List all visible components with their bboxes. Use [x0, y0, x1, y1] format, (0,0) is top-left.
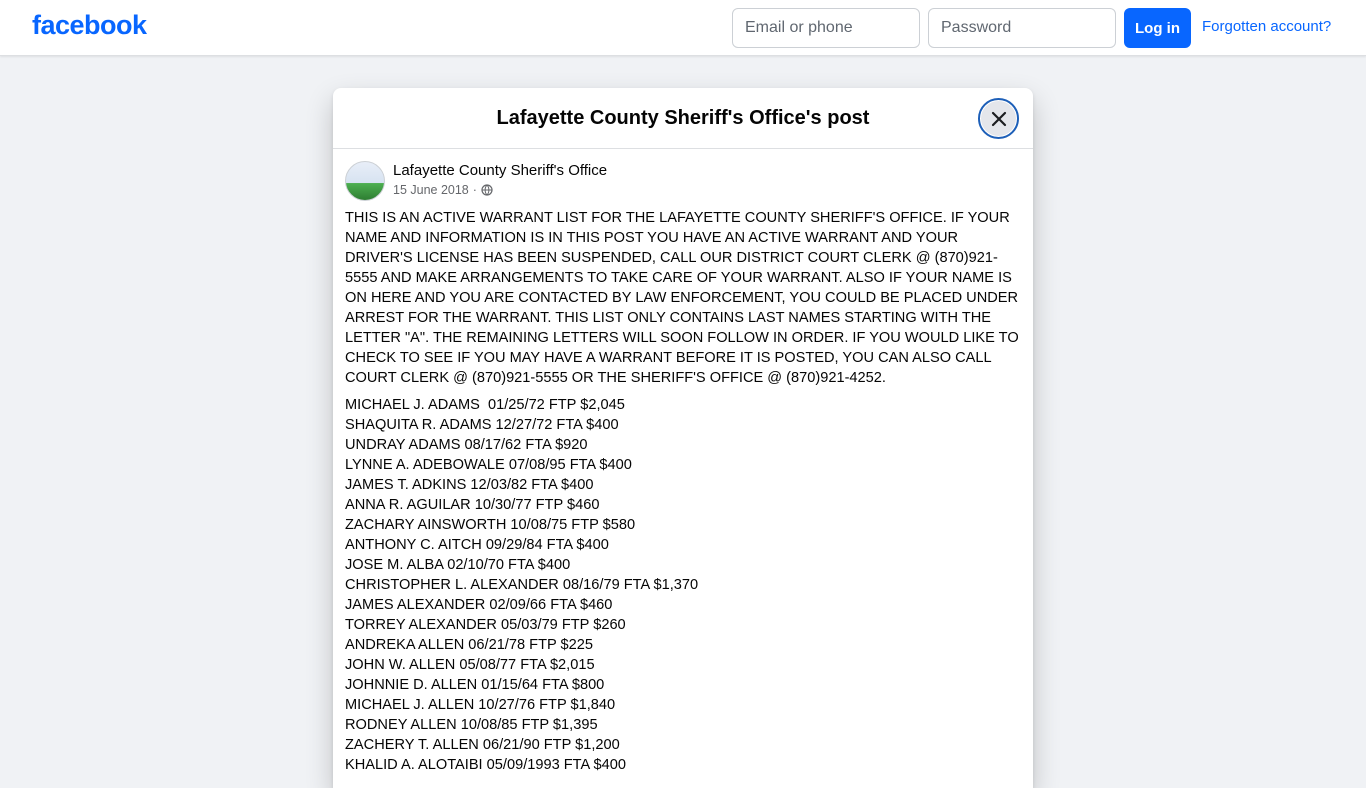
warrant-list-item: CHRISTOPHER L. ALEXANDER 08/16/79 FTA $1,370: [345, 577, 699, 593]
dialog-header: [333, 88, 1033, 149]
post-meta: [393, 183, 493, 197]
warrant-list-item: MICHAEL J. ALLEN 10/27/76 FTP $1,840: [345, 697, 616, 713]
warrant-list-item: TORREY ALEXANDER 05/03/79 FTP $260: [345, 617, 626, 633]
forgotten-account-link[interactable]: Forgotten account?: [1202, 18, 1332, 35]
warrant-list-item: SHAQUITA R. ADAMS 12/27/72 FTA $400: [345, 417, 619, 433]
email-input[interactable]: [732, 8, 920, 48]
warrant-list-item: ANNA R. AGUILAR 10/30/77 FTP $460: [345, 497, 600, 513]
warrant-list-item: JOHNNIE D. ALLEN 01/15/64 FTA $800: [345, 677, 605, 693]
page-avatar[interactable]: [345, 161, 385, 201]
dialog-title: Lafayette County Sheriff's Office's post: [496, 107, 870, 129]
warrant-list-item: ANDREKA ALLEN 06/21/78 FTP $225: [345, 637, 593, 653]
warrant-list-item: JAMES ALEXANDER 02/09/66 FTA $460: [345, 597, 613, 613]
warrant-list-item: ZACHARY AINSWORTH 10/08/75 FTP $580: [345, 517, 636, 533]
post-text: THIS IS AN ACTIVE WARRANT LIST FOR THE LAFAYETTE COUNTY SHERIFF'S OFFICE. IF YOUR NAME AND INFORMATION IS IN THIS POST YOU HAVE AN ACTIVE WARRANT AND YOUR DRIVER'S LICENSE HAS BEEN SUSPENDED, CALL OUR DISTRICT COURT CLERK @ (870)921-5555 AND MAKE ARRANGEMENTS TO TAKE CARE OF YOUR WARRANT. ALSO IF YOUR NAME IS ON HERE AND YOU ARE CONTACTED BY LAW ENFORCEMENT, YOU COULD BE PLACED UNDER ARREST FOR THE WARRANT. THIS LIST ONLY CONTAINS LAST NAMES STARTING WITH THE LETTER "A". THE REMAINING LETTERS WILL SOON FOLLOW IN ORDER. IF YOU WOULD LIKE TO CHECK TO SEE IF YOU MAY HAVE A WARRANT BEFORE IT IS POSTED, YOU CAN ALSO CALL COURT CLERK @ (870)921-5555 OR THE SHERIFF'S OFFICE @ (870)921-4252.: [345, 210, 1019, 386]
warrant-list-item: MICHAEL J. ADAMS 01/25/72 FTP $2,045: [345, 397, 625, 413]
close-button[interactable]: [978, 98, 1019, 139]
top-navigation-bar: [0, 0, 1366, 56]
warrant-list-item: UNDRAY ADAMS 08/17/62 FTA $920: [345, 437, 588, 453]
warrant-list-item: KHALID A. ALOTAIBI 05/09/1993 FTA $400: [345, 757, 626, 773]
warrant-list-item: LYNNE A. ADEBOWALE 07/08/95 FTA $400: [345, 457, 632, 473]
warrant-list: [345, 395, 1021, 775]
page-name[interactable]: Lafayette County Sheriff's Office: [393, 162, 608, 179]
warrant-list-item: ZACHERY T. ALLEN 06/21/90 FTP $1,200: [345, 737, 620, 753]
warrant-list-item: JOHN W. ALLEN 05/08/77 FTA $2,015: [345, 657, 595, 673]
globe-icon: [481, 184, 493, 196]
warrant-list-item: ANTHONY C. AITCH 09/29/84 FTA $400: [345, 537, 609, 553]
warrant-list-item: RODNEY ALLEN 10/08/85 FTP $1,395: [345, 717, 598, 733]
post-dialog: [333, 88, 1033, 788]
warrant-list-item: JAMES T. ADKINS 12/03/82 FTA $400: [345, 477, 594, 493]
post-date[interactable]: 15 June 2018: [393, 183, 469, 197]
close-icon: [989, 109, 1009, 129]
login-button[interactable]: Log in: [1124, 8, 1191, 48]
meta-separator: ·: [472, 183, 477, 197]
warrant-list-item: JOSE M. ALBA 02/10/70 FTA $400: [345, 557, 571, 573]
facebook-logo[interactable]: facebook: [32, 10, 147, 40]
password-input[interactable]: [928, 8, 1116, 48]
